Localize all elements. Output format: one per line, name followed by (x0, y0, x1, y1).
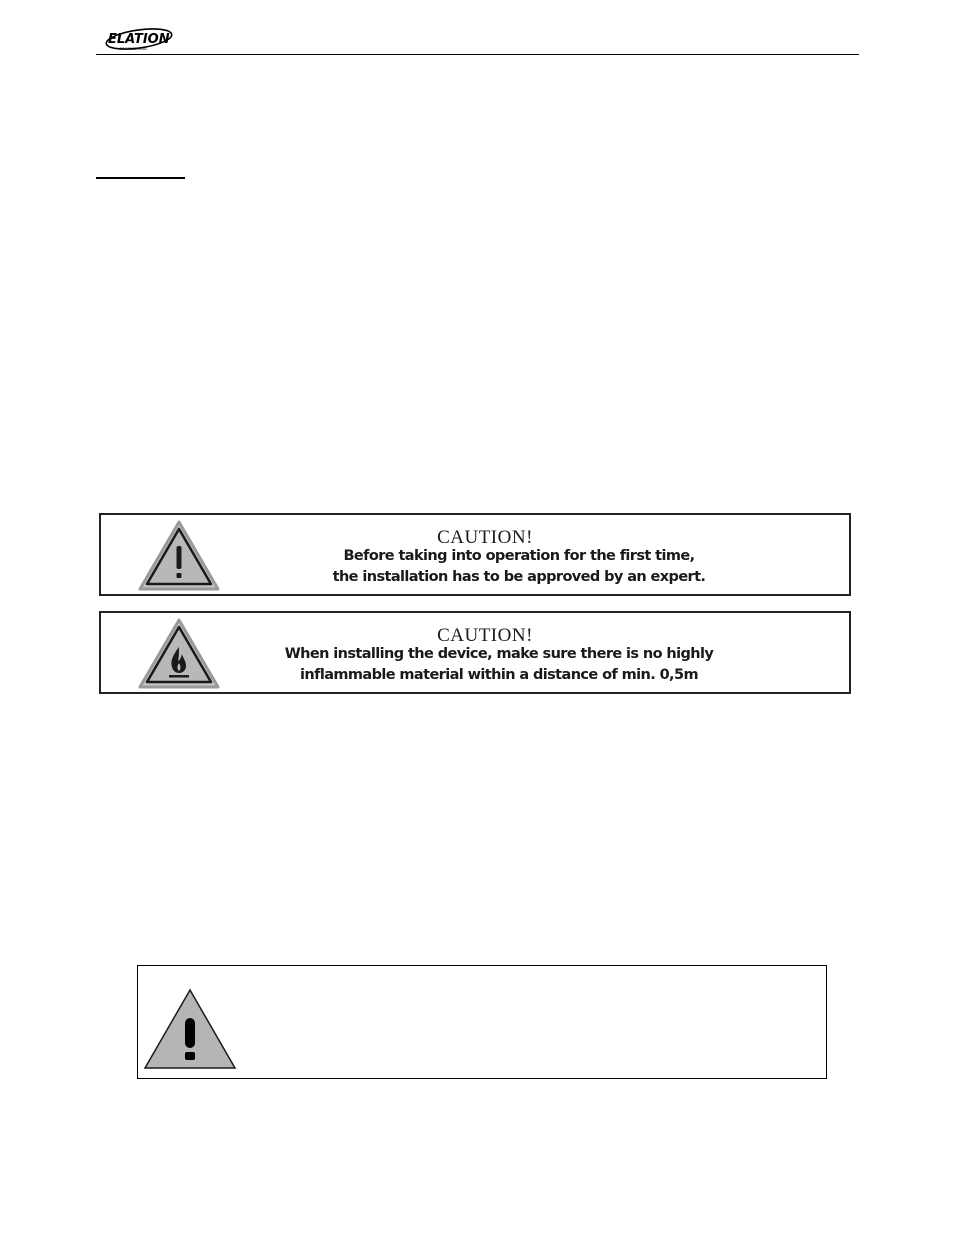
section-heading-underline (96, 177, 185, 179)
warning-box (137, 965, 827, 1079)
caution-text-line: When installing the device, make sure there is no highly (284, 646, 714, 662)
caution-title: CAUTION! (437, 527, 533, 548)
caution-title: CAUTION! (437, 625, 533, 646)
caution-text-line: Before taking into operation for the first time, (343, 548, 695, 564)
caution-text-line: inflammable material within a distance of min. 0,5m (300, 667, 698, 683)
logo-text: ELATION (108, 32, 170, 47)
caution-box-flammable-material (99, 611, 851, 694)
header-rule (96, 54, 859, 55)
exclamation-warning-icon (143, 988, 237, 1070)
logo-subtext: PROFESSIONAL (120, 47, 148, 51)
caution-text-line: the installation has to be approved by an expert. (332, 569, 706, 585)
elation-logo (104, 26, 174, 52)
caution-box-expert-approval (99, 513, 851, 596)
